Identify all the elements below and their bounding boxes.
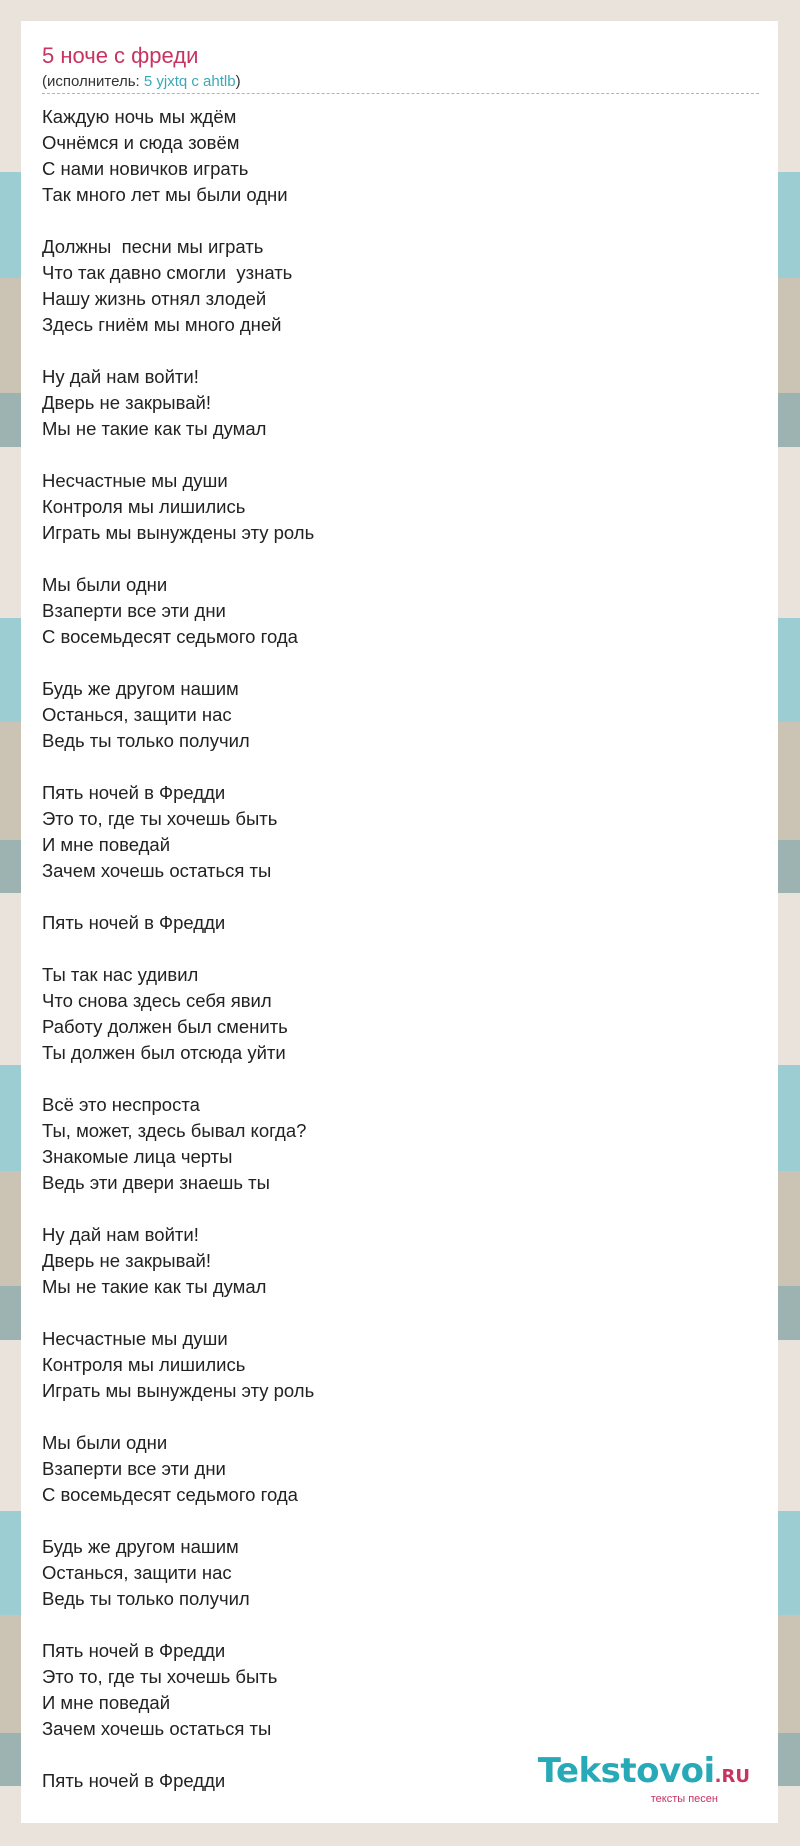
lyric-stanza-break [42, 442, 742, 468]
logo-tagline: тексты песен [650, 1793, 718, 1805]
lyric-line: Должны песни мы играть [42, 236, 264, 257]
lyric-line: Будь же другом нашим [42, 678, 239, 699]
lyric-stanza-break [42, 1404, 742, 1430]
lyric-line: Контроля мы лишились [42, 496, 246, 517]
logo-wordmark [530, 1753, 750, 1795]
lyric-stanza-break [42, 338, 742, 364]
lyric-line: Ты так нас удивил [42, 964, 199, 985]
lyric-line: Это то, где ты хочешь быть [42, 1666, 278, 1687]
lyric-line: Что так давно смогли узнать [42, 262, 293, 283]
lyric-line: Пять ночей в Фредди [42, 1640, 226, 1661]
lyric-line: Будь же другом нашим [42, 1536, 239, 1557]
lyric-line: Ну дай нам войти! [42, 1224, 199, 1245]
lyric-line: Ведь ты только получил [42, 730, 250, 751]
lyric-line: Несчастные мы души [42, 470, 228, 491]
lyrics-body [42, 104, 742, 1794]
lyric-line: Мы не такие как ты думал [42, 418, 267, 439]
lyric-line: Нашу жизнь отнял злодей [42, 288, 267, 309]
lyric-stanza-break [42, 1612, 742, 1638]
lyric-stanza-break [42, 884, 742, 910]
lyrics-card [21, 21, 778, 1823]
lyric-line: Ведь ты только получил [42, 1588, 250, 1609]
lyric-line: С восемьдесят седьмого года [42, 626, 298, 647]
lyric-line: Очнёмся и сюда зовём [42, 132, 240, 153]
lyric-line: Знакомые лица черты [42, 1146, 233, 1167]
lyric-stanza-break [42, 1300, 742, 1326]
artist-suffix: ) [235, 73, 241, 90]
lyric-stanza-break [42, 650, 742, 676]
lyric-line: Здесь гниём мы много дней [42, 314, 282, 335]
lyric-line: Несчастные мы души [42, 1328, 228, 1349]
lyric-line: Мы были одни [42, 1432, 168, 1453]
lyric-line: Играть мы вынуждены эту роль [42, 1380, 315, 1401]
lyric-line: Ты должен был отсюда уйти [42, 1042, 286, 1063]
lyric-line: Дверь не закрывай! [42, 392, 211, 413]
lyric-line: Так много лет мы были одни [42, 184, 288, 205]
lyric-line: И мне поведай [42, 1692, 171, 1713]
song-title: 5 ноче с фреди [42, 43, 199, 68]
lyric-line: С нами новичков играть [42, 158, 249, 179]
lyric-line: Дверь не закрывай! [42, 1250, 211, 1271]
lyric-stanza-break [42, 1066, 742, 1092]
lyric-stanza-break [42, 936, 742, 962]
logo-tld: .RU [714, 1766, 750, 1787]
lyric-line: Взаперти все эти дни [42, 600, 226, 621]
lyric-line: Играть мы вынуждены эту роль [42, 522, 315, 543]
lyric-line: Всё это неспроста [42, 1094, 200, 1115]
lyric-stanza-break [42, 1196, 742, 1222]
title-divider [42, 93, 759, 94]
lyric-line: Останься, защити нас [42, 704, 232, 725]
lyric-line: Взаперти все эти дни [42, 1458, 226, 1479]
lyric-line: Ведь эти двери знаешь ты [42, 1172, 270, 1193]
lyric-line: Пять ночей в Фредди [42, 782, 226, 803]
lyric-stanza-break [42, 1508, 742, 1534]
artist-line [42, 73, 241, 91]
lyric-line: Мы были одни [42, 574, 168, 595]
lyric-line: Зачем хочешь остаться ты [42, 860, 272, 881]
lyric-line: Что снова здесь себя явил [42, 990, 272, 1011]
lyric-line: Мы не такие как ты думал [42, 1276, 267, 1297]
lyric-line: Зачем хочешь остаться ты [42, 1718, 272, 1739]
lyric-line: Пять ночей в Фредди [42, 912, 226, 933]
lyric-line: Каждую ночь мы ждём [42, 106, 237, 127]
artist-prefix: (исполнитель: [42, 73, 144, 90]
artist-link[interactable]: 5 yjxtq c ahtlb [143, 73, 236, 90]
lyric-line: Это то, где ты хочешь быть [42, 808, 278, 829]
lyric-line: Ну дай нам войти! [42, 366, 199, 387]
site-logo[interactable] [530, 1751, 750, 1805]
lyric-line: Контроля мы лишились [42, 1354, 246, 1375]
lyric-line: Останься, защити нас [42, 1562, 232, 1583]
lyric-line: Работу должен был сменить [42, 1016, 288, 1037]
lyric-stanza-break [42, 754, 742, 780]
logo-name: Tekstovoi [537, 1751, 715, 1791]
lyric-line: Ты, может, здесь бывал когда? [42, 1120, 307, 1141]
lyric-stanza-break [42, 208, 742, 234]
lyric-line: С восемьдесят седьмого года [42, 1484, 298, 1505]
lyric-line: И мне поведай [42, 834, 171, 855]
lyric-stanza-break [42, 546, 742, 572]
lyric-line: Пять ночей в Фредди [42, 1770, 226, 1791]
